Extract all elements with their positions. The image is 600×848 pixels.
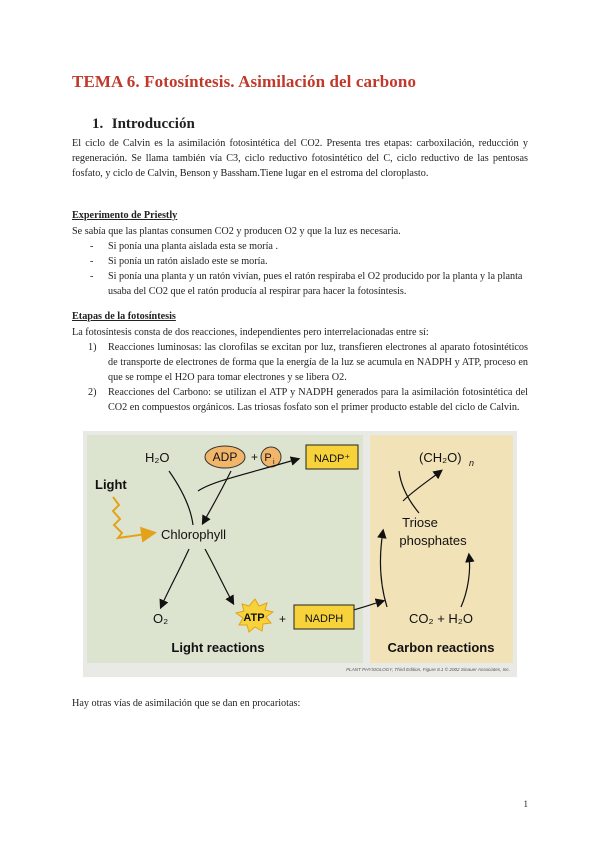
plus-sign: + [251, 450, 259, 464]
section-number: 1. [92, 116, 104, 132]
figure-credit: PLANT PHYSIOLOGY, Third Edition, Figure 8.1 © 2002 Sinauer Associates, Inc. [346, 667, 510, 672]
priestly-list [90, 239, 528, 299]
priestly-intro: Se sabía que las plantas consumen CO2 y producen O2 y que la luz es necesaria. [72, 226, 401, 237]
adp-label: ADP [212, 450, 238, 464]
intro-paragraph: El ciclo de Calvin es la asimilación fotosintética del CO2. Presenta tres etapas: carboxilación, reducción y regeneración. Se llama también vía C3, ciclo reductivo fotosintético del C, ciclo reductivo de las pentosas fosfato, y ciclo de Calvin, Benson y Bassham.Tiene lugar en el estroma del cloroplasto. [72, 138, 528, 179]
list-item [88, 385, 528, 415]
plus-sign-2: + [279, 612, 287, 626]
phosphates-label: phosphates [399, 533, 467, 548]
list-item [88, 340, 528, 385]
page-title: TEMA 6. Fotosíntesis. Asimilación del carbono [72, 72, 417, 91]
light-label: Light [95, 477, 127, 492]
light-reactions-label: Light reactions [171, 640, 265, 655]
carbon-reactions-label: Carbon reactions [387, 640, 495, 655]
item-number: 1) [88, 342, 97, 353]
carbon-panel [370, 435, 513, 663]
item-text: Reacciones luminosas: las clorofilas se excitan por luz, transfieren electrones al aparato fotosintéticos de transporte de electrones de forma que la energía de la luz se acumula en NADPH y ATP, proceso en que se rompe el H2O para tomar electrones y se libera O2. [108, 342, 528, 383]
ch2o-label: (CH₂O) [419, 450, 462, 465]
photosynthesis-diagram [83, 431, 517, 677]
nadph-label: NADPH [304, 613, 344, 625]
closing-paragraph: Hay otras vías de asimilación que se dan en procariotas: [72, 698, 301, 709]
h2o-label: H₂O [145, 450, 170, 465]
list-item: - Si ponía un ratón aislado este se moría. [90, 254, 528, 269]
pi-subscript: i [273, 459, 275, 466]
atp-label: ATP [243, 612, 265, 624]
priestly-heading: Experimento de Priestly [72, 210, 178, 221]
o2-label: O₂ [153, 611, 169, 626]
section-heading-introduccion [92, 116, 195, 133]
etapas-heading: Etapas de la fotosíntesis [72, 311, 176, 322]
list-item: - Si ponía una planta y un ratón vivían, pues el ratón respiraba el O2 producido por la planta y la planta usaba del CO2 que el ratón producía al respirar para hacer la fotosíntesis. [90, 269, 528, 299]
item-number: 2) [88, 387, 97, 398]
section-title: Introducción [111, 116, 195, 132]
etapas-intro: La fotosíntesis consta de dos reacciones, independientes pero interrelacionadas entre sí: [72, 327, 429, 338]
chlorophyll-label: Chlorophyll [161, 527, 227, 542]
co2-label: CO₂ + H₂O [409, 611, 473, 626]
pi-label: P [264, 452, 272, 464]
list-item: - Si ponía una planta aislada esta se moría . [90, 239, 528, 254]
triose-label: Triose [402, 515, 438, 530]
nadp-label: NADP⁺ [313, 453, 351, 465]
ch2o-n: n [469, 458, 475, 468]
etapas-list [88, 340, 528, 415]
page-number: 1 [523, 799, 528, 809]
item-text: Reacciones del Carbono: se utilizan el ATP y NADPH generados para la asimilación fotosintética del CO2 en compuestos orgánicos. Las triosas fosfato son el primer producto estable del ciclo de Calvin. [108, 387, 528, 413]
